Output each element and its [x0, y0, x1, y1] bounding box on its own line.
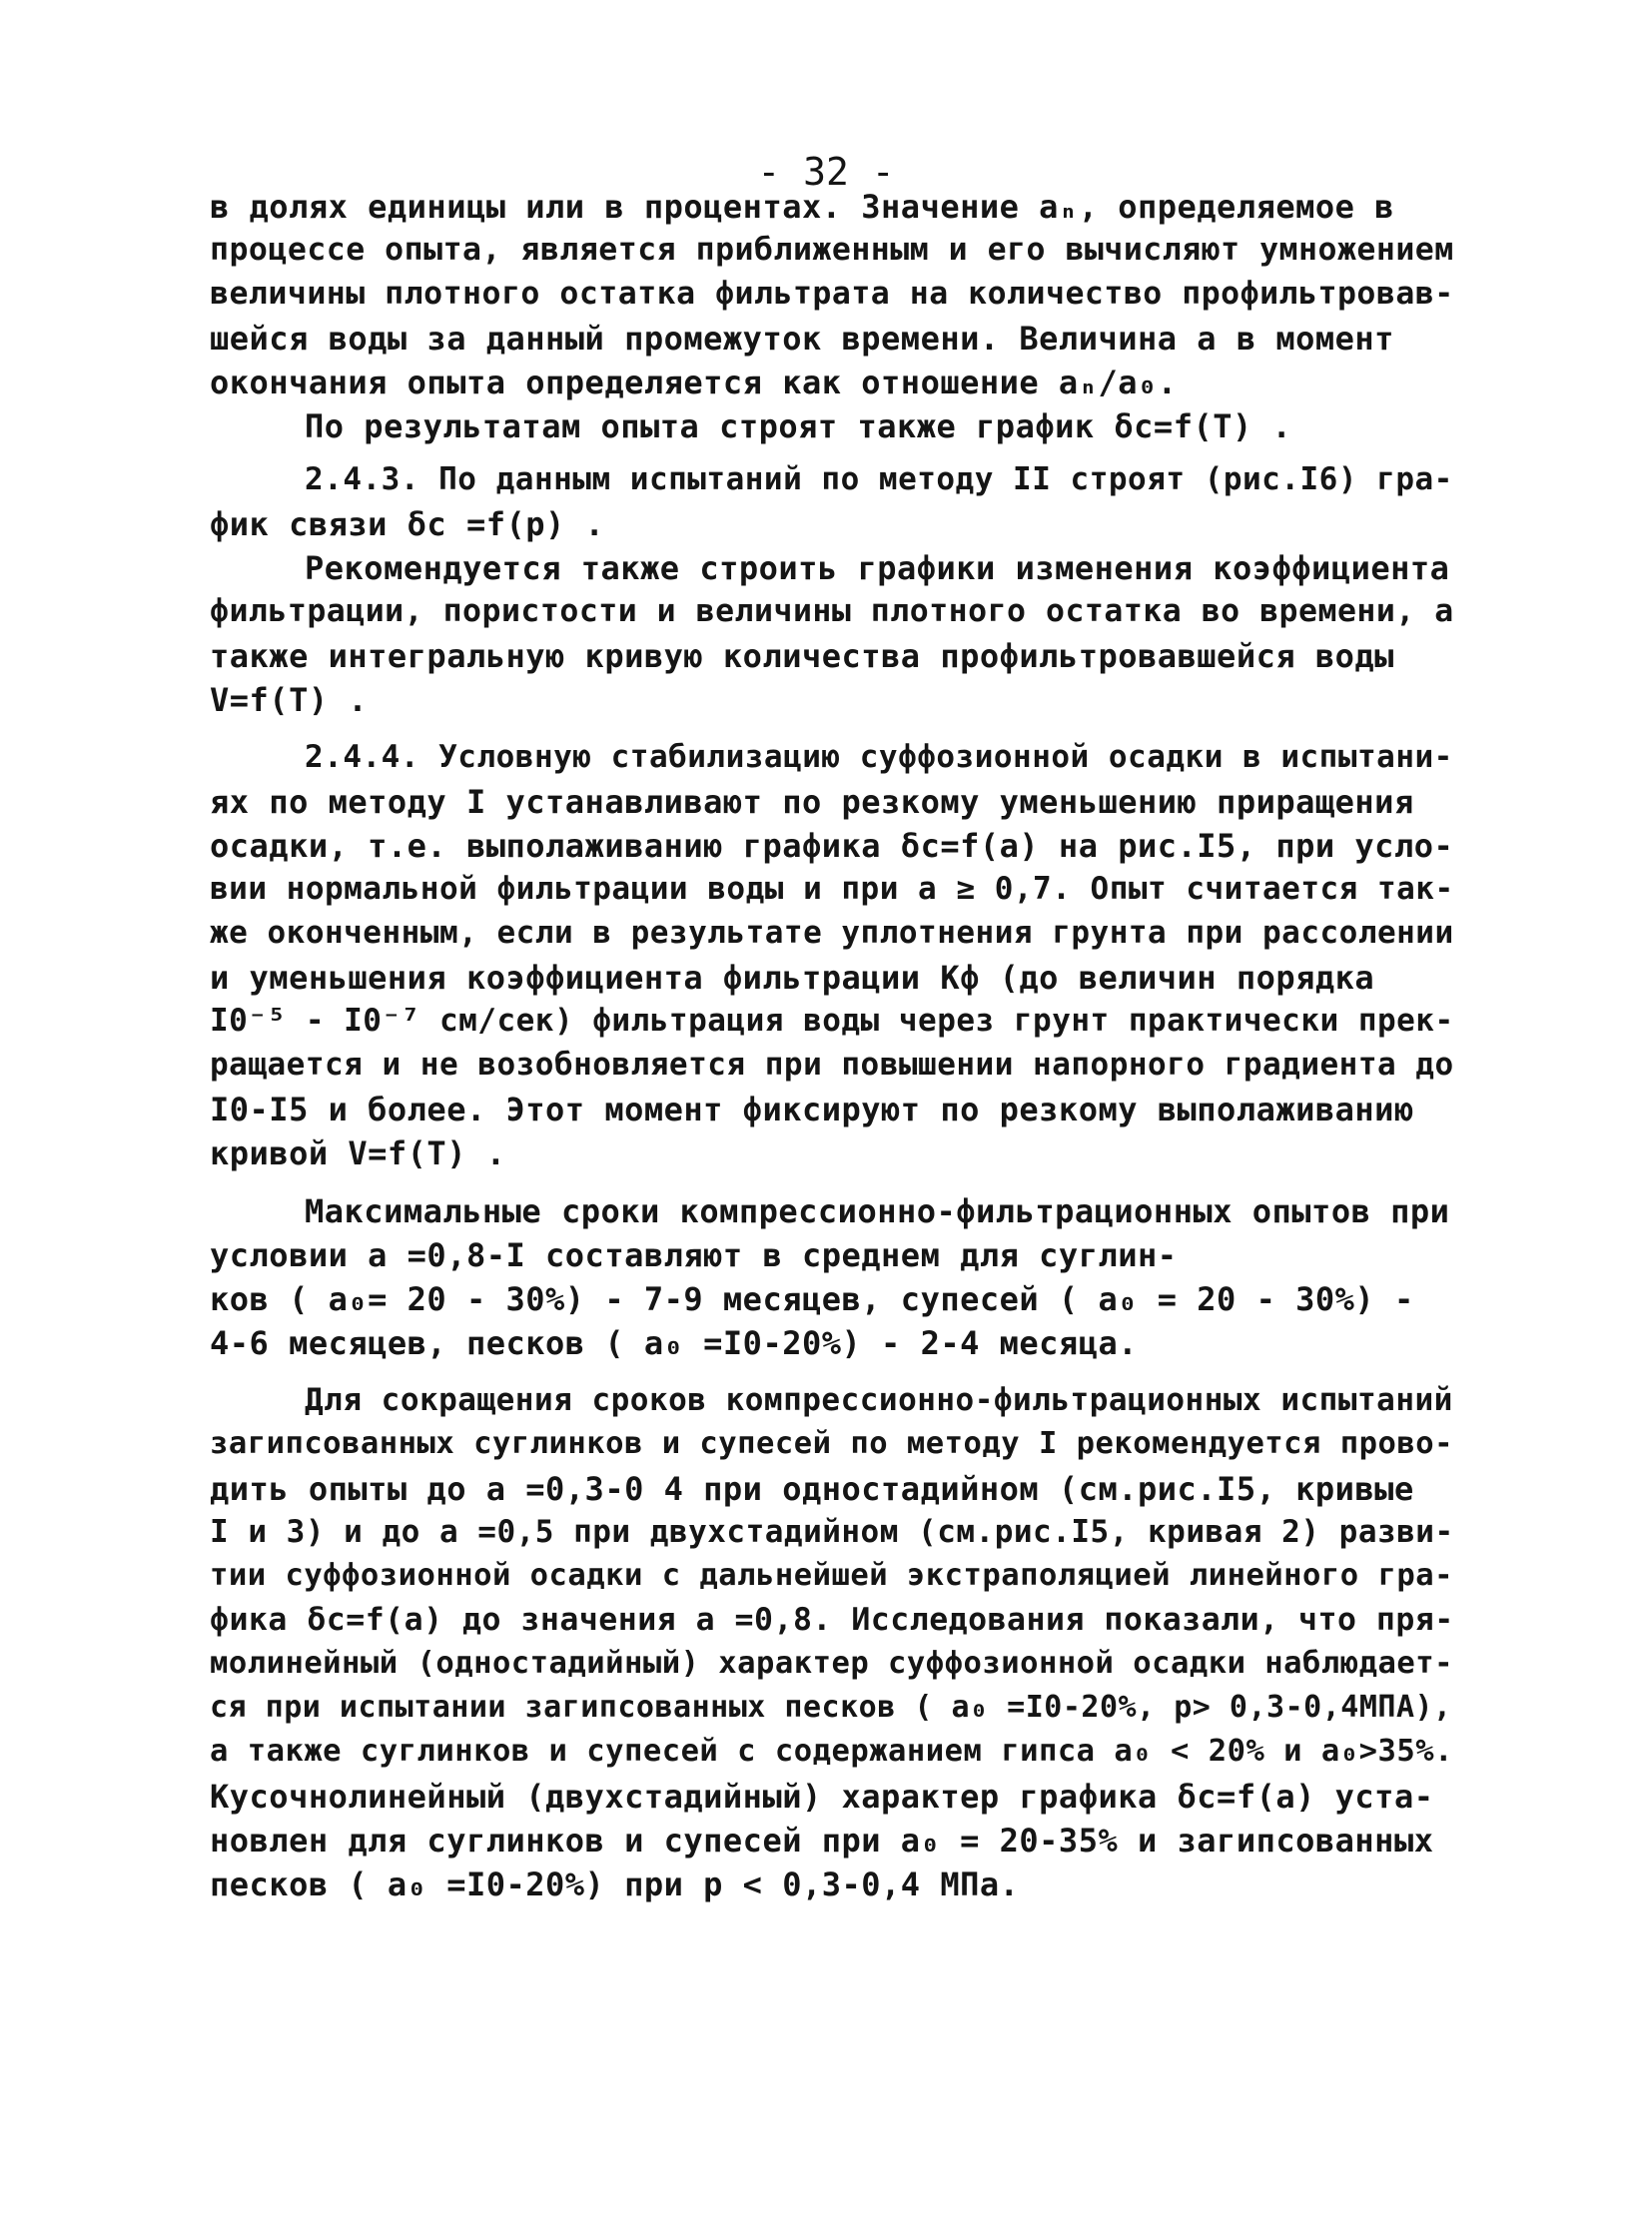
text-line: ях по методу I устанавливают по резкому уменьшению приращения	[210, 783, 1414, 821]
text-line: дить опыты до a =0,3-0 4 при одностадийном (см.рис.I5, кривые	[210, 1470, 1414, 1508]
text-line: также интегральную кривую количества профильтровавшейся воды	[210, 637, 1394, 675]
text-line: молинейный (одностадийный) характер суффозионной осадки наблюдает-	[210, 1646, 1453, 1681]
text-line: фика δc=f(a) до значения a =0,8. Исследования показали, что пря-	[210, 1602, 1454, 1638]
text-line: ращается и не возобновляется при повышении напорного градиента до	[210, 1047, 1454, 1083]
text-line: окончания опыта определяется как отношение aₙ/a₀.	[210, 364, 1178, 401]
text-line: фик связи δc =f(p) .	[210, 505, 605, 543]
text-line: осадки, т.е. выполаживанию графика δc=f(a) на рис.I5, при усло-	[210, 827, 1454, 865]
text-line: величины плотного остатка фильтрата на количество профильтровав-	[210, 276, 1454, 312]
text-line: ков ( a₀= 20 - 30%) - 7-9 месяцев, супесей ( a₀ = 20 - 30%) -	[210, 1280, 1414, 1318]
text-line: шейся воды за данный промежуток времени. Величина a в момент	[210, 320, 1394, 358]
text-line: песков ( a₀ =I0-20%) при p < 0,3-0,4 МПа.	[210, 1866, 1020, 1903]
text-line: новлен для суглинков и супесей при a₀ = 20-35% и загипсованных	[210, 1822, 1434, 1860]
text-line: загипсованных суглинков и супесей по методу I рекомендуется прово-	[210, 1426, 1453, 1461]
text-line: процессе опыта, является приближенным и его вычисляют умножением	[210, 232, 1454, 268]
text-line: фильтрации, пористости и величины плотного остатка во времени, а	[210, 593, 1454, 629]
text-line: Максимальные сроки компрессионно-фильтрационных опытов при	[305, 1192, 1450, 1230]
section-heading-2-4-3: 2.4.3. По данным испытаний по методу II строят (рис.I6) гра-	[305, 461, 1453, 497]
text-line: I0⁻⁵ - I0⁻⁷ см/сек) фильтрация воды через грунт практически прек-	[210, 1003, 1454, 1039]
page-number: - 32 -	[757, 150, 895, 194]
text-line: I0-I5 и более. Этот момент фиксируют по резкому выполаживанию	[210, 1091, 1414, 1128]
text-line: ся при испытании загипсованных песков ( a₀ =I0-20%, p> 0,3-0,4МПА),	[210, 1690, 1452, 1725]
text-line: вии нормальной фильтрации воды и при a ≥ 0,7. Опыт считается так-	[210, 871, 1454, 907]
text-line: Кусочнолинейный (двухстадийный) характер графика δc=f(a) уста-	[210, 1778, 1434, 1816]
text-line: 4-6 месяцев, песков ( a₀ =I0-20%) - 2-4 месяца.	[210, 1324, 1138, 1362]
section-heading-2-4-4: 2.4.4. Условную стабилизацию суффозионной осадки в испытани-	[305, 739, 1453, 775]
text-line: и уменьшения коэффициента фильтрации Kф (до величин порядка	[210, 959, 1375, 997]
text-line: кривой V=f(T) .	[210, 1134, 506, 1172]
text-line: в долях единицы или в процентах. Значение aₙ, определяемое в	[210, 188, 1394, 226]
text-line: тии суффозионной осадки с дальнейшей экстраполяцией линейного гра-	[210, 1558, 1453, 1593]
text-line: Для сокращения сроков компрессионно-фильтрационных испытаний	[305, 1382, 1453, 1418]
text-line: Рекомендуется также строить графики изменения коэффициента	[305, 549, 1450, 587]
text-line: V=f(T) .	[210, 681, 369, 719]
text-line: условии a =0,8-I составляют в среднем для суглин-	[210, 1236, 1178, 1274]
text-line: По результатам опыта строят также график δc=f(T) .	[305, 407, 1292, 445]
text-line: а также суглинков и супесей с содержанием гипса a₀ < 20% и a₀>35%.	[210, 1734, 1453, 1769]
text-line: I и 3) и до a =0,5 при двухстадийном (см.рис.I5, кривая 2) разви-	[210, 1514, 1454, 1550]
text-line: же оконченным, если в результате уплотнения грунта при рассолении	[210, 915, 1454, 951]
